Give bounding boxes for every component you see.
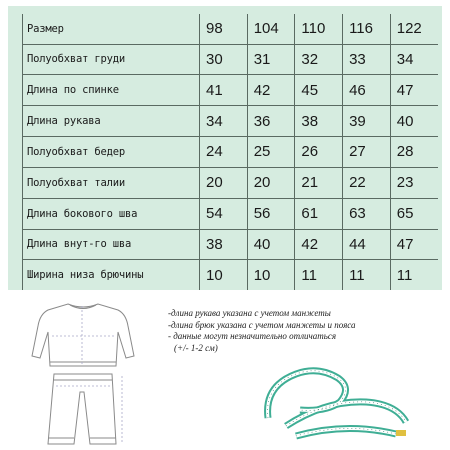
table-cell: 26 [295,137,343,168]
table-cell: 98 [200,14,248,44]
table-cell: 28 [390,137,438,168]
table-cell: 38 [295,106,343,137]
table-row [23,167,439,198]
row-label: Ширина низа брючины [23,260,200,290]
table-cell: 45 [295,75,343,106]
table-cell: 11 [343,260,391,290]
table-cell: 38 [200,229,248,260]
table-cell: 110 [295,14,343,44]
table-cell: 63 [343,198,391,229]
table-cell: 104 [247,14,295,44]
table-row [23,137,439,168]
table-cell: 21 [295,167,343,198]
table-cell: 56 [247,198,295,229]
table-cell: 11 [295,260,343,290]
size-header-row [23,14,439,44]
table-cell: 42 [295,229,343,260]
table-cell: 54 [200,198,248,229]
row-label: Длина по спинке [23,75,200,106]
table-row [23,106,439,137]
row-label: Полуобхват талии [23,167,200,198]
table-cell: 20 [200,167,248,198]
table-cell: 41 [200,75,248,106]
row-label: Размер [23,14,200,44]
table-cell: 32 [295,44,343,75]
table-row [23,44,439,75]
table-cell: 10 [247,260,295,290]
table-row [23,229,439,260]
pajama-outline-icon [30,296,136,448]
table-cell: 25 [247,137,295,168]
table-cell: 34 [390,44,438,75]
table-row [23,260,439,290]
table-cell: 40 [247,229,295,260]
size-chart-table [22,14,438,290]
table-cell: 33 [343,44,391,75]
row-label: Полуобхват груди [23,44,200,75]
note-sleeve: -длина рукава указана с учетом манжеты [168,308,331,318]
table-cell: 47 [390,75,438,106]
table-cell: 24 [200,137,248,168]
table-cell: 11 [390,260,438,290]
row-label: Полуобхват бедер [23,137,200,168]
table-cell: 61 [295,198,343,229]
row-label: Длина бокового шва [23,198,200,229]
table-row [23,198,439,229]
table-cell: 42 [247,75,295,106]
table-cell: 39 [343,106,391,137]
row-label: Длина рукава [23,106,200,137]
size-chart-panel [8,6,442,290]
table-cell: 47 [390,229,438,260]
note-tolerance: (+/- 1-2 см) [174,342,218,353]
table-cell: 40 [390,106,438,137]
note-variance: - данные могут незначительно отличаться [168,331,337,341]
row-label: Длина внут-го шва [23,229,200,260]
table-cell: 22 [343,167,391,198]
note-pants: -длина брюк указана с учетом манжеты и пояса [168,319,356,330]
table-cell: 31 [247,44,295,75]
measuring-tape-icon [256,356,420,446]
table-cell: 10 [200,260,248,290]
size-notes [168,308,438,354]
table-cell: 20 [247,167,295,198]
table-cell: 46 [343,75,391,106]
table-row [23,75,439,106]
table-cell: 44 [343,229,391,260]
table-cell: 23 [390,167,438,198]
table-cell: 30 [200,44,248,75]
table-cell: 36 [247,106,295,137]
table-cell: 34 [200,106,248,137]
table-cell: 27 [343,137,391,168]
table-cell: 65 [390,198,438,229]
table-cell: 116 [343,14,391,44]
table-cell: 122 [390,14,438,44]
